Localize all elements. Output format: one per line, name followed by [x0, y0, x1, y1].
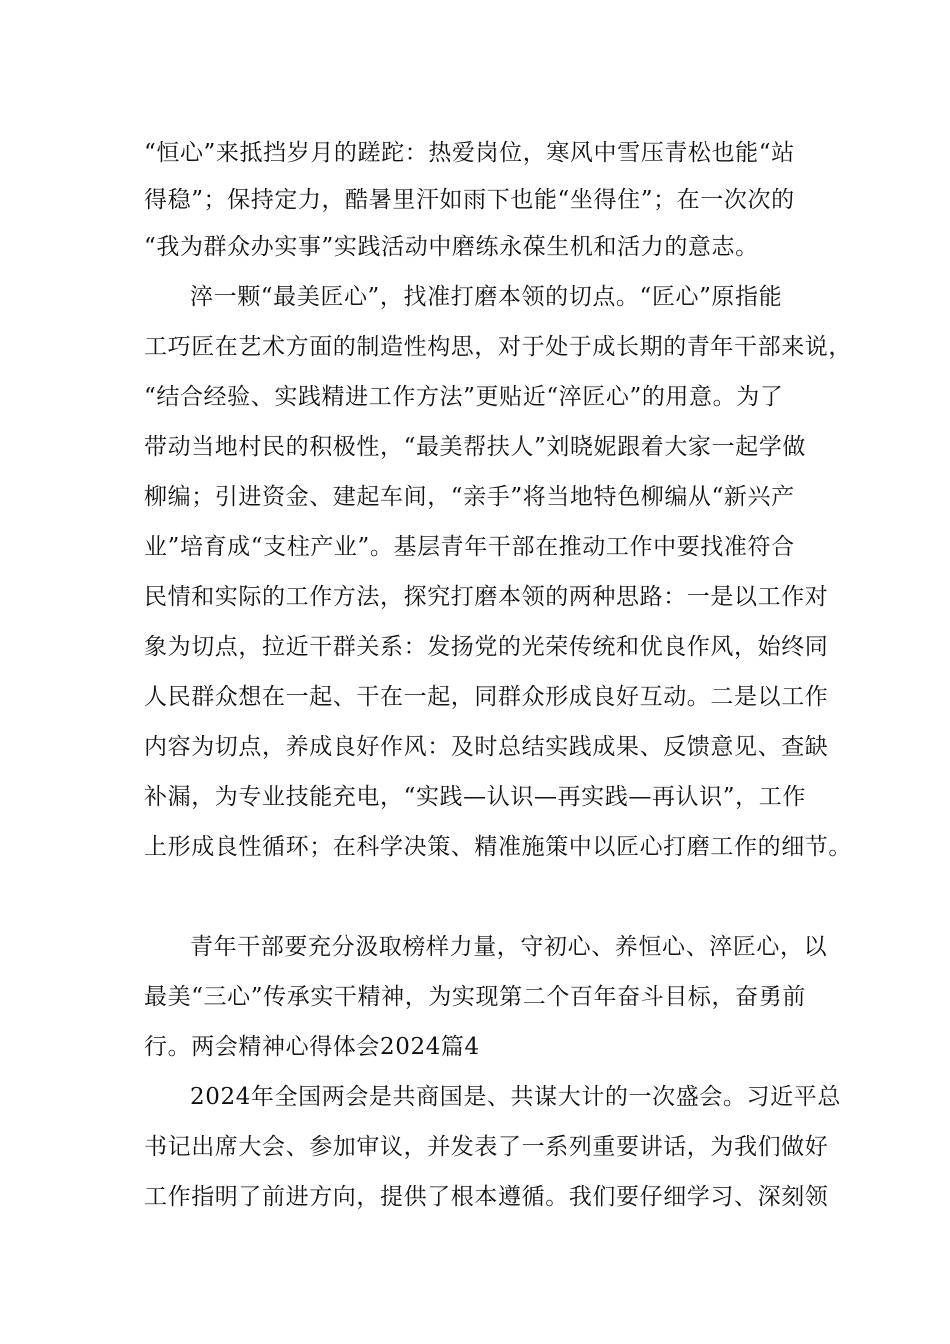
text-line: 补漏，为专业技能充电，“实践—认识—再实践—再认识”，工作 — [144, 784, 806, 810]
text-line: “我为群众办实事”实践活动中磨练永葆生机和活力的意志。 — [144, 234, 759, 260]
text-line: 柳编；引进资金、建起车间，“亲手”将当地特色柳编从“新兴产 — [144, 484, 795, 510]
text-line: 书记出席大会、参加审议，并发表了一系列重要讲话，为我们做好 — [144, 1134, 829, 1160]
text-line: 工作指明了前进方向，提供了根本遵循。我们要仔细学习、深刻领 — [144, 1184, 829, 1210]
text-line: 内容为切点，养成良好作风：及时总结实践成果、反馈意见、查缺 — [144, 734, 829, 760]
text-line: 2024年全国两会是共商国是、共谋大计的一次盛会。习近平总 — [190, 1084, 841, 1110]
text-line: 上形成良性循环；在科学决策、精准施策中以匠心打磨工作的细节。 — [144, 834, 852, 860]
text-line: 人民群众想在一起、干在一起，同群众形成良好互动。二是以工作 — [144, 684, 829, 710]
text-line: 工巧匠在艺术方面的制造性构思，对于处于成长期的青年干部来说， — [144, 334, 852, 360]
text-line: 业”培育成“支柱产业”。基层青年干部在推动工作中要找准符合 — [144, 534, 795, 560]
text-line: 青年干部要充分汲取榜样力量，守初心、养恒心、淬匠心，以 — [190, 934, 828, 960]
text-line: 淬一颗“最美匠心”，找准打磨本领的切点。“匠心”原指能 — [190, 284, 783, 310]
text-line: 带动当地村民的积极性，“最美帮扶人”刘晓妮跟着大家一起学做 — [144, 434, 806, 460]
text-line: 最美“三心”传承实干精神，为实现第二个百年奋斗目标，奋勇前 — [144, 984, 806, 1010]
text-line: 民情和实际的工作方法，探究打磨本领的两种思路：一是以工作对 — [144, 584, 829, 610]
text-line: 行。两会精神心得体会2024篇4 — [144, 1034, 480, 1060]
text-line: 得稳”；保持定力，酷暑里汗如雨下也能“坐得住”；在一次次的 — [144, 187, 795, 213]
text-line: 象为切点，拉近干群关系：发扬党的光荣传统和优良作风，始终同 — [144, 634, 829, 660]
text-line: “恒心”来抵挡岁月的蹉跎：热爱岗位，寒风中雪压青松也能“站 — [144, 140, 795, 166]
text-line: “结合经验、实践精进工作方法”更贴近“淬匠心”的用意。为了 — [144, 384, 784, 410]
